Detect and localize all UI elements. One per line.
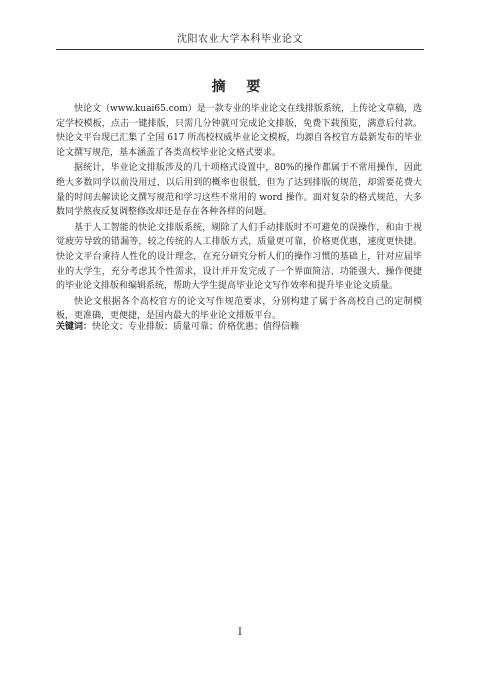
abstract-paragraph-2: 据统计，毕业论文排版涉及的几十项格式设置中，80%的操作都属于不常用操作，因此绝大多数同学以前没用过，以后用到的概率也很低，但为了达到排版的规范，却需要花费大量的时间去解读论文撰写规范和学习这些不常用的 word 操作。面对复杂的格式规范，大多数同学熬夜反复调整修改却还是存在各种各样的问题。 <box>56 163 422 218</box>
page-number: I <box>238 627 242 638</box>
abstract-paragraph-1: 快论文（www.kuai65.com）是一款专业的毕业论文在线排版系统，上传论文草稿，选定学校模板，点击一键排版，只需几分钟就可完成论文排版，免费下载预览，满意后付款。快论文平台现已汇集了全国 617 所高校权威毕业论文模板，均源自各校官方最新发布的毕业论文撰写规范，基本涵盖了各类高校毕业论文格式要求。 <box>56 104 422 158</box>
keywords-text: 快论文；专业排版；质量可靠；价格优惠；值得信赖 <box>92 322 300 332</box>
abstract-paragraph-3: 基于人工智能的快论文排版系统，剔除了人们手动排版时不可避免的误操作，和由于视觉疲劳导致的错漏等，较之传统的人工排版方式，质量更可靠，价格更优惠，速度更快捷。快论文平台秉持人性化的设计理念，在充分研究分析人们的操作习惯的基础上，针对应届毕业的大学生，充分考虑其个性需求，设计并开发完成了一个界面简洁、功能强大、操作便捷的毕业论文排版和编辑系统，帮助大学生提高毕业论文写作效率和提升毕业论文质量。 <box>56 222 422 292</box>
abstract-paragraph-4: 快论文根据各个高校官方的论文写作规范要求，分别构建了属于各高校自己的定制模板，更准确，更便捷，是国内最大的毕业论文排版平台。 <box>56 296 422 322</box>
keywords-label: 关键词： <box>56 322 93 332</box>
abstract-title: 摘 要 <box>211 79 269 95</box>
abstract-body <box>56 102 422 325</box>
running-header: 沈阳农业大学本科毕业论文 <box>56 30 424 50</box>
keywords-line <box>56 320 422 334</box>
